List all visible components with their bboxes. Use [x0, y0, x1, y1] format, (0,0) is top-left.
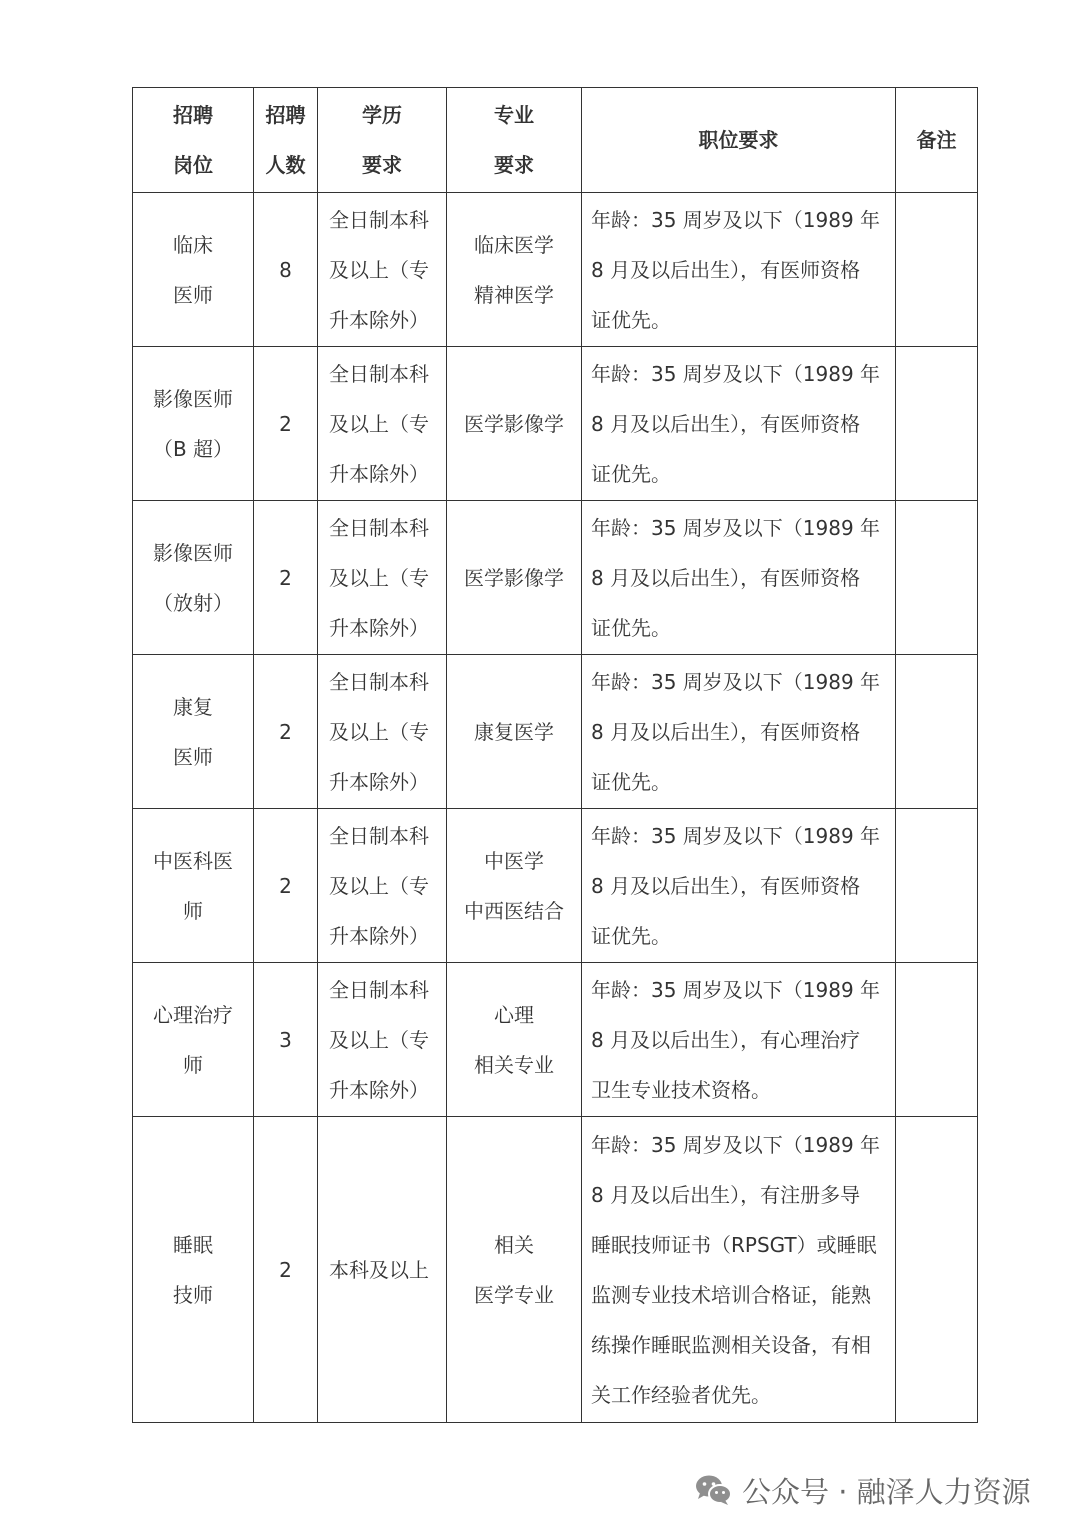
cell-position: 心理治疗 师 — [133, 963, 254, 1117]
cell-education: 全日制本科 及以上（专 升本除外） — [318, 655, 447, 809]
cell-major: 相关 医学专业 — [447, 1117, 582, 1423]
cell-education: 全日制本科 及以上（专 升本除外） — [318, 963, 447, 1117]
table-row — [133, 655, 978, 809]
cell-remark — [896, 655, 978, 809]
watermark — [694, 1468, 1031, 1512]
cell-requirements: 年龄：35 周岁及以下（1989 年 8 月及以后出生），有医师资格 证优先。 — [582, 655, 896, 809]
cell-position: 中医科医 师 — [133, 809, 254, 963]
table-row — [133, 809, 978, 963]
cell-count: 8 — [254, 193, 318, 347]
cell-remark — [896, 1117, 978, 1423]
cell-remark — [896, 963, 978, 1117]
header-count: 招聘 人数 — [254, 88, 318, 193]
header-education: 学历 要求 — [318, 88, 447, 193]
cell-position: 临床 医师 — [133, 193, 254, 347]
table-header-row — [133, 88, 978, 193]
cell-education: 全日制本科 及以上（专 升本除外） — [318, 501, 447, 655]
table-row — [133, 347, 978, 501]
cell-requirements: 年龄：35 周岁及以下（1989 年 8 月及以后出生），有心理治疗 卫生专业技术资格。 — [582, 963, 896, 1117]
cell-major: 心理 相关专业 — [447, 963, 582, 1117]
cell-count: 3 — [254, 963, 318, 1117]
recruitment-table — [132, 87, 978, 1423]
cell-education: 本科及以上 — [318, 1117, 447, 1423]
cell-requirements: 年龄：35 周岁及以下（1989 年 8 月及以后出生），有医师资格 证优先。 — [582, 347, 896, 501]
cell-major: 康复医学 — [447, 655, 582, 809]
header-remark: 备注 — [896, 88, 978, 193]
cell-remark — [896, 809, 978, 963]
cell-major: 中医学 中西医结合 — [447, 809, 582, 963]
cell-count: 2 — [254, 655, 318, 809]
cell-count: 2 — [254, 1117, 318, 1423]
table-row — [133, 963, 978, 1117]
cell-count: 2 — [254, 809, 318, 963]
table-row — [133, 193, 978, 347]
cell-major: 医学影像学 — [447, 347, 582, 501]
cell-requirements: 年龄：35 周岁及以下（1989 年 8 月及以后出生），有医师资格 证优先。 — [582, 193, 896, 347]
cell-education: 全日制本科 及以上（专 升本除外） — [318, 809, 447, 963]
wechat-icon — [694, 1473, 732, 1507]
cell-position: 康复 医师 — [133, 655, 254, 809]
cell-remark — [896, 193, 978, 347]
cell-education: 全日制本科 及以上（专 升本除外） — [318, 347, 447, 501]
cell-requirements: 年龄：35 周岁及以下（1989 年 8 月及以后出生），有医师资格 证优先。 — [582, 501, 896, 655]
cell-position: 睡眠 技师 — [133, 1117, 254, 1423]
cell-count: 2 — [254, 347, 318, 501]
cell-education: 全日制本科 及以上（专 升本除外） — [318, 193, 447, 347]
cell-requirements: 年龄：35 周岁及以下（1989 年 8 月及以后出生），有注册多导 睡眠技师证书（RPSGT）或睡眠 监测专业技术培训合格证，能熟 练操作睡眠监测相关设备，有相 关工作经验者优先。 — [582, 1117, 896, 1423]
header-major: 专业 要求 — [447, 88, 582, 193]
watermark-text: 公众号 · 融泽人力资源 — [742, 1474, 1031, 1509]
header-requirements: 职位要求 — [582, 88, 896, 193]
cell-remark — [896, 347, 978, 501]
cell-requirements: 年龄：35 周岁及以下（1989 年 8 月及以后出生），有医师资格 证优先。 — [582, 809, 896, 963]
cell-position: 影像医师 （放射） — [133, 501, 254, 655]
cell-major: 医学影像学 — [447, 501, 582, 655]
table-row — [133, 1117, 978, 1423]
cell-major: 临床医学 精神医学 — [447, 193, 582, 347]
header-position: 招聘 岗位 — [133, 88, 254, 193]
cell-position: 影像医师 （B 超） — [133, 347, 254, 501]
cell-remark — [896, 501, 978, 655]
cell-count: 2 — [254, 501, 318, 655]
table-row — [133, 501, 978, 655]
